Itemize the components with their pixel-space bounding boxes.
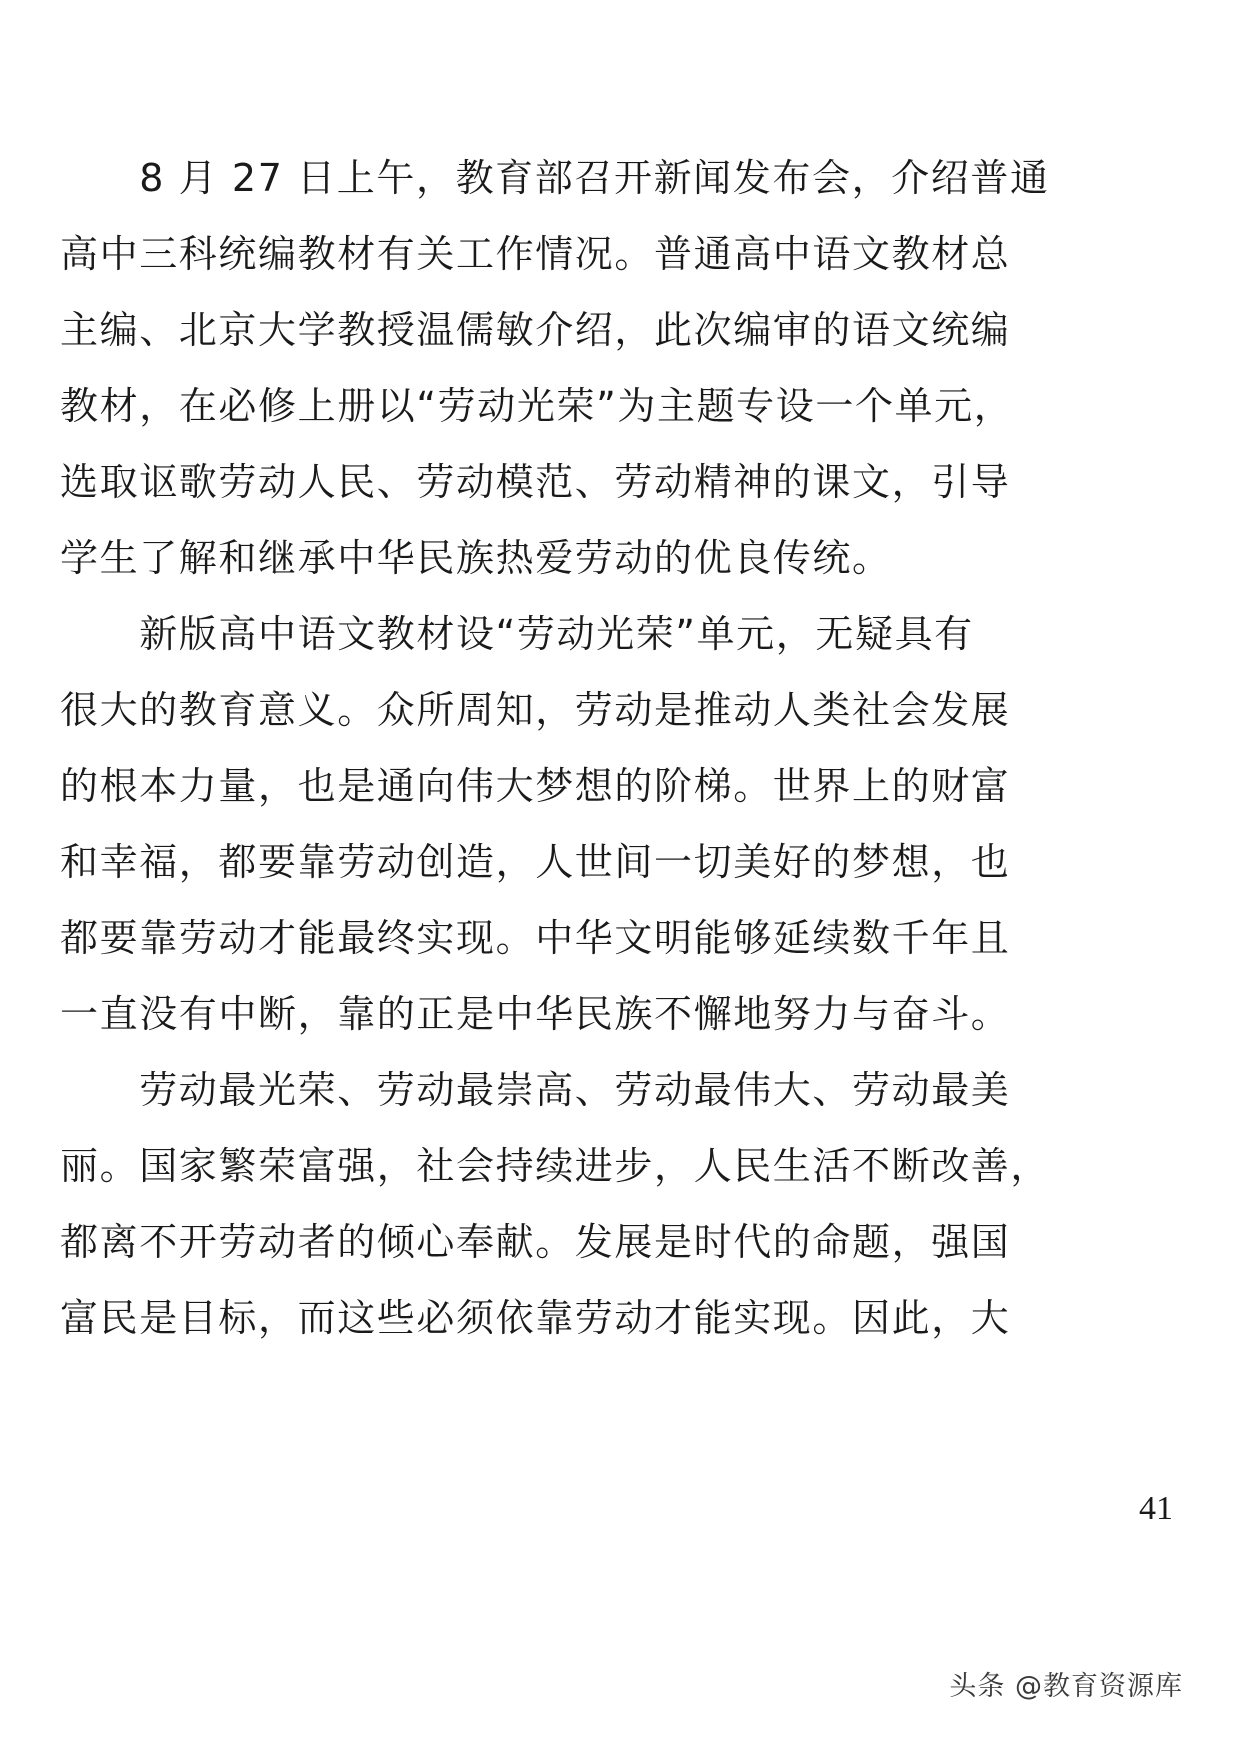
text-line: 学生了解和继承中华民族热爱劳动的优良传统。 xyxy=(60,536,892,580)
text-line: 很大的教育意义。众所周知，劳动是推动人类社会发展 xyxy=(60,688,1011,732)
paragraph-1 xyxy=(60,140,1180,596)
text-line: 的根本力量，也是通向伟大梦想的阶梯。世界上的财富 xyxy=(60,764,1011,808)
text-line: 8 月 27 日上午，教育部召开新闻发布会，介绍普通 xyxy=(60,156,1050,200)
paragraph-2 xyxy=(60,596,1180,1052)
body-text xyxy=(60,140,1180,1356)
text-line: 教材，在必修上册以“劳动光荣”为主题专设一个单元， xyxy=(60,384,1014,428)
text-line: 新版高中语文教材设“劳动光荣”单元，无疑具有 xyxy=(60,612,974,656)
text-line: 都离不开劳动者的倾心奉献。发展是时代的命题，强国 xyxy=(60,1220,1011,1264)
text-line: 选取讴歌劳动人民、劳动模范、劳动精神的课文，引导 xyxy=(60,460,1011,504)
page-number: 41 xyxy=(1139,1490,1173,1527)
text-line: 都要靠劳动才能最终实现。中华文明能够延续数千年且 xyxy=(60,916,1011,960)
text-line: 劳动最光荣、劳动最崇高、劳动最伟大、劳动最美 xyxy=(60,1068,1011,1112)
text-line: 一直没有中断，靠的正是中华民族不懈地努力与奋斗。 xyxy=(60,992,1011,1036)
text-line: 主编、北京大学教授温儒敏介绍，此次编审的语文统编 xyxy=(60,308,1011,352)
text-line: 丽。国家繁荣富强，社会持续进步，人民生活不断改善， xyxy=(60,1144,1051,1188)
watermark: 头条 @教育资源库 xyxy=(949,1671,1183,1702)
text-line: 高中三科统编教材有关工作情况。普通高中语文教材总 xyxy=(60,232,1011,276)
paragraph-3 xyxy=(60,1052,1180,1356)
text-line: 富民是目标，而这些必须依靠劳动才能实现。因此，大 xyxy=(60,1296,1011,1340)
text-line: 和幸福，都要靠劳动创造，人世间一切美好的梦想，也 xyxy=(60,840,1011,884)
